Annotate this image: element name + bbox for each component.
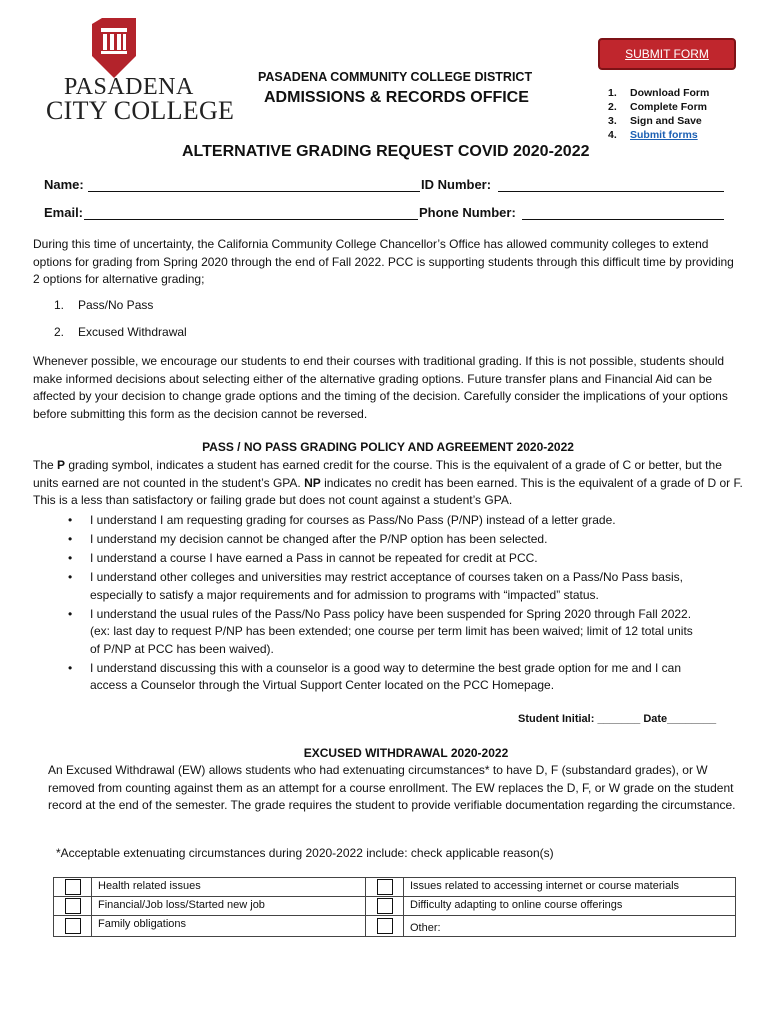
reason-label: Difficulty adapting to online course offerings bbox=[404, 897, 736, 916]
checkbox-family[interactable] bbox=[65, 918, 81, 934]
ew-paragraph: An Excused Withdrawal (EW) allows students who had extenuating circumstances* to have D, F (substandard grades), or W removed from counting against them as an attempt for a course enrollment. The EW replaces the D, F, or W grade on the student record at the end of the semester. The grade requires the student to provide verifiable documentation regarding the circumstance. bbox=[48, 763, 736, 812]
logo-wordmark-line2: CITY COLLEGE bbox=[46, 96, 235, 125]
bullet-icon: • bbox=[68, 551, 73, 565]
pnp-section-title: PASS / NO PASS GRADING POLICY AND AGREEMENT 2020-2022 bbox=[202, 440, 574, 454]
name-field[interactable] bbox=[88, 177, 420, 192]
email-field[interactable] bbox=[84, 205, 418, 220]
bullet-icon: • bbox=[68, 513, 73, 527]
district-name: PASADENA COMMUNITY COLLEGE DISTRICT bbox=[258, 70, 533, 84]
agreement-item: • I understand the usual rules of the Pass/No Pass policy have been suspended for Spring 2020 through Fall 2022. (ex: last day to request P/NP has been extended; one course per term limit has been waived; limit of 12 total units of P/NP at PCC has been waived). bbox=[68, 606, 693, 656]
name-label: Name: bbox=[44, 177, 84, 192]
submission-steps bbox=[608, 86, 709, 142]
form-title: ALTERNATIVE GRADING REQUEST COVID 2020-2022 bbox=[182, 143, 590, 160]
reason-label: Health related issues bbox=[92, 878, 366, 897]
checkbox-health[interactable] bbox=[65, 879, 81, 895]
reason-other-field[interactable]: Other: bbox=[404, 916, 736, 937]
phone-field[interactable] bbox=[522, 205, 724, 220]
pnp-agreement-list bbox=[64, 512, 704, 696]
checkbox-internet-access[interactable] bbox=[377, 879, 393, 895]
reasons-table bbox=[53, 877, 736, 937]
student-initial-date[interactable]: Student Initial: _______ Date________ bbox=[518, 713, 717, 725]
table-row bbox=[54, 878, 736, 897]
intro-paragraph: During this time of uncertainty, the California Community College Chancellor’s Office has allowed community colleges to extend options for grading from Spring 2020 through the end of Fall 2022. PCC is supporting students through this difficult time by providing 2 options for alternative grading; bbox=[33, 237, 734, 286]
step-item bbox=[608, 86, 709, 100]
agreement-item: • I understand discussing this with a counselor is a good way to determine the best grade option for me and I can access a Counselor through the Virtual Support Center located on the PCC Homepage. bbox=[68, 660, 682, 692]
option-pass-no-pass: Pass/No Pass bbox=[78, 298, 154, 312]
option-number: 2. bbox=[54, 325, 65, 339]
step-item bbox=[608, 114, 709, 128]
checkbox-other[interactable] bbox=[377, 918, 393, 934]
step-item bbox=[608, 128, 709, 142]
id-number-field[interactable] bbox=[498, 177, 724, 192]
office-name: ADMISSIONS & RECORDS OFFICE bbox=[264, 89, 529, 106]
step-item bbox=[608, 100, 709, 114]
step-label: Download Form bbox=[630, 87, 710, 99]
reason-label: Financial/Job loss/Started new job bbox=[92, 897, 366, 916]
bullet-icon: • bbox=[68, 660, 73, 675]
bullet-icon: • bbox=[68, 532, 73, 546]
checkbox-online-difficulty[interactable] bbox=[377, 898, 393, 914]
option-number: 1. bbox=[54, 298, 65, 312]
submit-forms-link[interactable]: Submit forms bbox=[630, 129, 698, 141]
pnp-paragraph: The P grading symbol, indicates a student has earned credit for the course. This is the equivalent of a grade of C or better, but the units earned are not counted in the student’s GPA. NP indicates no credit has been earned. This is the equivalent of a grade of D or F. This is a less than satisfactory or failing grade but does not count against a student’s GPA. bbox=[33, 458, 743, 507]
email-label: Email: bbox=[44, 205, 84, 220]
table-row bbox=[54, 916, 736, 937]
agreement-item: • I understand I am requesting grading for courses as Pass/No Pass (P/NP) instead of a letter grade. bbox=[64, 512, 704, 530]
step-number: 1. bbox=[608, 87, 617, 99]
bullet-icon: • bbox=[68, 606, 73, 621]
step-number: 4. bbox=[608, 129, 617, 141]
step-label: Sign and Save bbox=[630, 115, 702, 127]
submit-form-button[interactable]: SUBMIT FORM bbox=[598, 38, 736, 70]
college-logo bbox=[44, 18, 235, 128]
option-excused-withdrawal: Excused Withdrawal bbox=[78, 325, 187, 339]
reason-label: Issues related to accessing internet or course materials bbox=[404, 878, 736, 897]
logo-wordmark-line1: PASADENA bbox=[64, 74, 194, 100]
step-number: 3. bbox=[608, 115, 617, 127]
bullet-icon: • bbox=[68, 570, 73, 584]
agreement-item: • I understand other colleges and universities may restrict acceptance of courses taken on a Pass/No Pass basis, especially to satisfy a major requirements and for admission to programs with “impacted” status. bbox=[68, 570, 683, 602]
college-seal-icon bbox=[92, 18, 136, 78]
table-row bbox=[54, 897, 736, 916]
acceptable-circumstances: *Acceptable extenuating circumstances during 2020-2022 include: check applicable reason(s) bbox=[56, 846, 554, 860]
agreement-item: • I understand my decision cannot be changed after the P/NP option has been selected. bbox=[64, 531, 704, 549]
checkbox-financial[interactable] bbox=[65, 898, 81, 914]
advice-paragraph: Whenever possible, we encourage our students to end their courses with traditional grading. If this is not possible, students should make informed decisions about selecting either of the alternative grading options. Future transfer plans and Financial Aid can be affected by your decision to change grade options and the timing of the decision. Carefully consider the implications of your options before submitting this form as the decision cannot be reversed. bbox=[33, 354, 728, 421]
ew-section-title: EXCUSED WITHDRAWAL 2020-2022 bbox=[303, 746, 509, 760]
id-number-label: ID Number: bbox=[421, 177, 492, 192]
phone-label: Phone Number: bbox=[419, 205, 516, 220]
step-number: 2. bbox=[608, 101, 617, 113]
agreement-item: • I understand a course I have earned a Pass in cannot be repeated for credit at PCC. bbox=[64, 550, 704, 568]
reason-label: Family obligations bbox=[92, 916, 366, 937]
step-label: Complete Form bbox=[630, 101, 708, 113]
